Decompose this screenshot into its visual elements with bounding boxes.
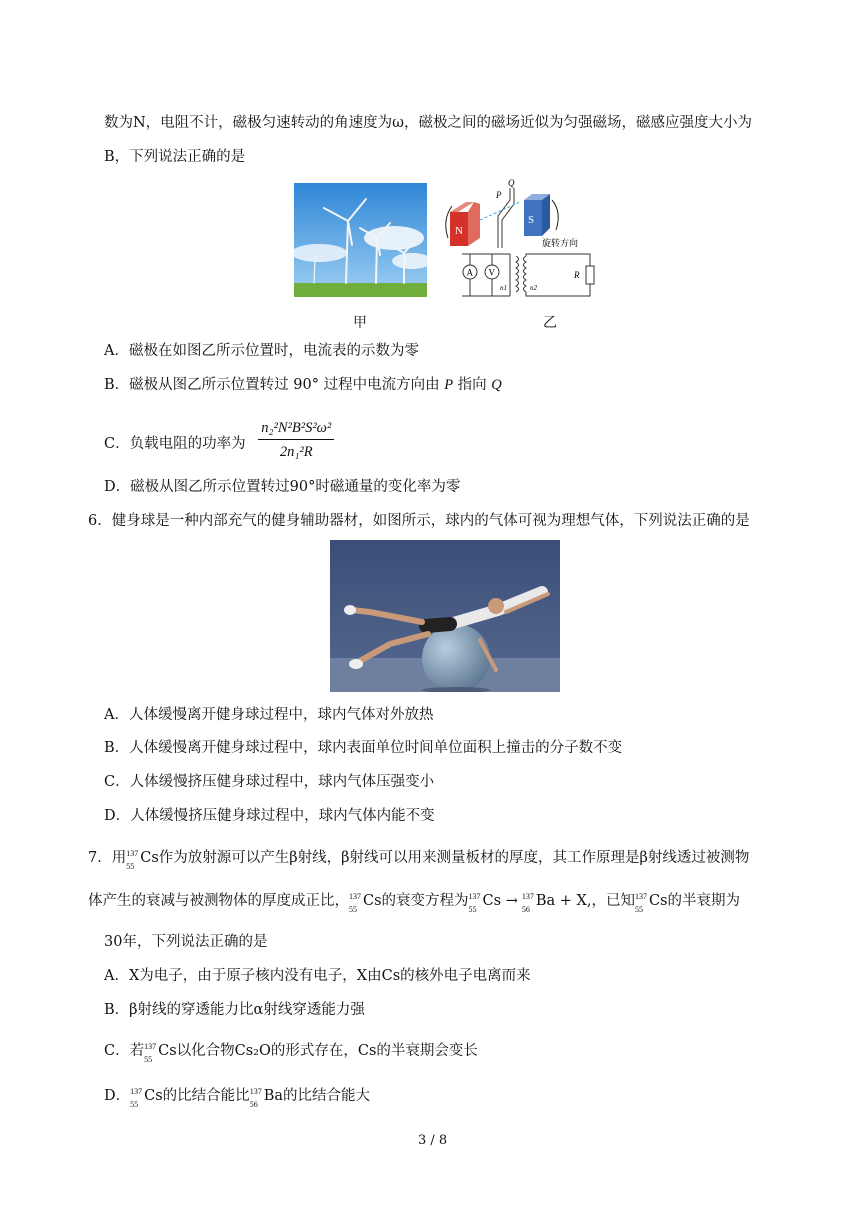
wind-turbine-photo [294, 183, 427, 297]
q7-stem-line2: 体产生的衰减与被测物体的厚度成正比， 137 55 Cs的衰变方程为 137 55 Cs → 137 56 Ba + X,，已知 137 55 Cs的半衰期为 [88, 892, 740, 914]
q6-option-c: C．人体缓慢挤压健身球过程中，球内气体压强变小 [104, 774, 435, 790]
q5-option-d: D．磁极从图乙所示位置转过90°时磁通量的变化率为零 [104, 479, 461, 495]
n-pole-label: N [455, 225, 463, 237]
q6-option-a: A．人体缓慢离开健身球过程中，球内气体对外放热 [104, 707, 434, 723]
q5-stem-line2: B，下列说法正确的是 [104, 149, 246, 165]
q7-option-c: C．若 137 55 Cs以化合物Cs₂O的形式存在，Cs的半衰期会变长 [104, 1042, 478, 1064]
q5-option-b: B．磁极从图乙所示位置转过 90° 过程中电流方向由 P 指向 Q [104, 377, 502, 393]
page-number: 3 / 8 [418, 1133, 448, 1148]
fitness-ball-photo [330, 540, 560, 692]
q6-option-b: B．人体缓慢离开健身球过程中，球内表面单位时间单位面积上撞击的分子数不变 [104, 740, 623, 756]
n1-label: n1 [500, 284, 507, 292]
ammeter-label: A [466, 267, 473, 278]
r-label: R [574, 270, 580, 280]
q5-stem-line1: 数为N，电阻不计，磁极匀速转动的角速度为ω，磁极之间的磁场近似为匀强磁场，磁感应强度大小为 [104, 115, 753, 131]
q5-option-a: A．磁极在如图乙所示位置时，电流表的示数为零 [104, 343, 419, 359]
q7-stem-line3: 30年，下列说法正确的是 [104, 934, 268, 950]
power-formula: $\frac{\text{n₂²N²B²S²ω²}}{\text{2n₁²R}}$ [258, 418, 334, 462]
q7-option-b: B．β射线的穿透能力比α射线穿透能力强 [104, 1002, 365, 1018]
voltmeter-label: V [488, 267, 495, 278]
cs-nuclide: 137 55 [126, 849, 139, 871]
figure-jia-caption: 甲 [353, 315, 367, 331]
q-label: Q [508, 178, 515, 188]
n2-label: n2 [530, 284, 537, 292]
q7-stem-line1: 7．用 137 55 Cs作为放射源可以产生β射线，β射线可以用来测量板材的厚度，其工作原理是β射线透过被测物 [88, 849, 750, 871]
p-label: P [496, 190, 502, 200]
q5-option-c: C．负载电阻的功率为 $\frac{\text{n₂²N²B²S²ω²}}{\text{2n₁²R}}$ [104, 422, 334, 466]
figure-yi-caption: 乙 [543, 315, 557, 331]
q6-stem: 6．健身球是一种内部充气的健身辅助器材，如图所示，球内的气体可视为理想气体，下列说法正确的是 [88, 513, 750, 529]
q6-option-d: D．人体缓慢挤压健身球过程中，球内气体内能不变 [104, 808, 435, 824]
s-pole-label: S [528, 214, 535, 226]
rotate-direction-label: 旋转方向 [542, 238, 579, 248]
q7-option-d: D． 137 55 Cs的比结合能比 137 56 Ba的比结合能大 [104, 1087, 370, 1109]
generator-diagram [440, 178, 600, 302]
q7-option-a: A．X为电子，由于原子核内没有电子，X由Cs的核外电子电离而来 [104, 968, 531, 984]
